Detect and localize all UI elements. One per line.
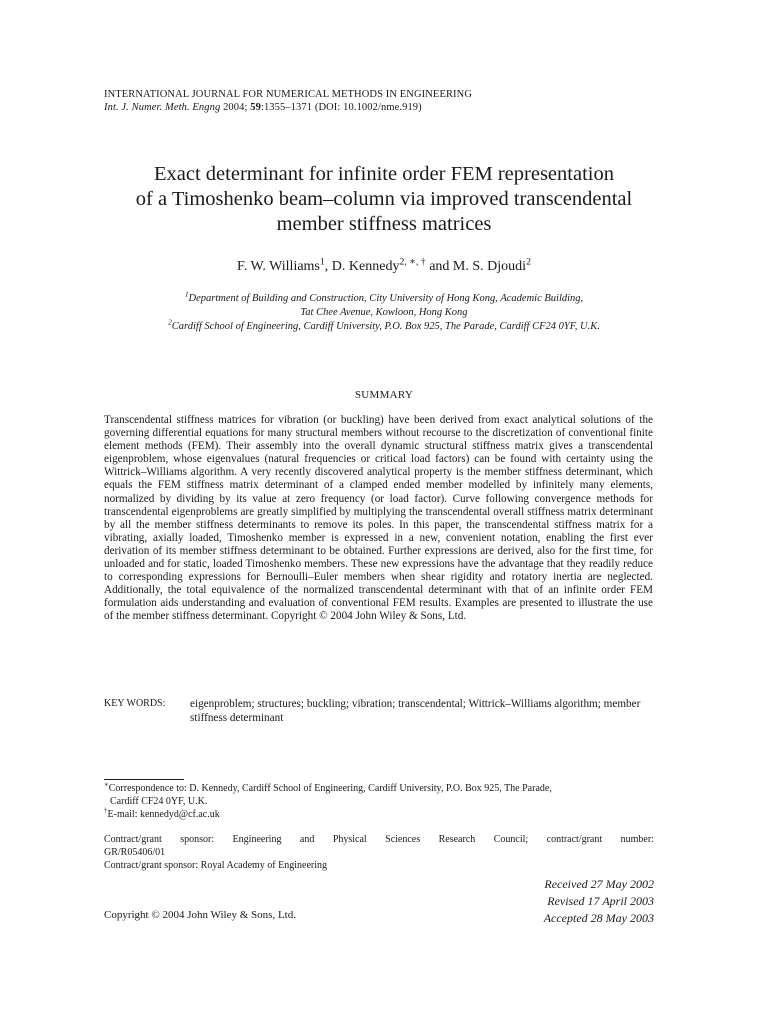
journal-citation <box>104 101 472 114</box>
grant-word: Contract/grant <box>104 834 162 845</box>
affiliation-1 <box>104 289 664 306</box>
grant-word: Research <box>438 834 476 845</box>
revised-date: Revised 17 April 2003 <box>547 894 654 908</box>
grant-info <box>104 833 654 872</box>
footnote-divider <box>104 779 184 780</box>
grant-word: Council; <box>493 834 529 845</box>
author-1-mark: 1 <box>319 256 325 268</box>
affiliation-1-line-1: Department of Building and Construction, City University of Hong Kong, Academic Building, <box>188 293 584 304</box>
title-line-2: of a Timoshenko beam–column via improved transcendental <box>135 188 633 210</box>
title-line-1: Exact determinant for infinite order FEM representation <box>154 163 614 185</box>
journal-header <box>104 88 472 114</box>
grant-word: Physical <box>332 834 367 845</box>
journal-year: 2004; <box>223 102 248 113</box>
affiliation-1-mark: 1 <box>184 289 189 299</box>
copyright-notice: Copyright © 2004 John Wiley & Sons, Ltd. <box>104 909 296 921</box>
received-date: Received 27 May 2002 <box>544 877 654 891</box>
accepted-date: Accepted 28 May 2003 <box>543 911 654 925</box>
abstract-text: Transcendental stiffness matrices for vibration (or buckling) have been derived from exact analytical solutions of the governing differential equations for many structural members without recourse to the discretization of conventional finite element methods (FEM). Their assembly into the overall dynamic structural stiffness matrix gives a transcendental eigenproblem, whose eigenvalues (natural frequencies or critical load factors) can be found with certainty using the Wittrick–Williams algorithm. A very recently discovered analytical property is the member stiffness determinant, which equals the FEM stiffness matrix determinant of a clamped ended member modelled by infinitely many elements, normalized by dividing by its value at zero frequency (or load factor). Curve following convergence methods for transcendental eigenproblems are greatly simplified by multiplying the transcendental overall stiffness matrix determinant by all the member stiffness determinants to remove its poles. In this paper, the transcendental stiffness matrix for a vibrating, axially loaded, Timoshenko member is expressed in a new, convenient notation, enabling the first ever derivation of its member stiffness determinant to be obtained. Further expressions are derived, also for the first time, for unloaded and for static, loaded Timoshenko members. These new expressions have the advantage that they readily reduce to corresponding expressions for Bernoulli–Euler members when shear rigidity and rotatory inertia are neglected. Additionally, the total equivalence of the normalized transcendental determinant with that of an infinite order FEM formulation aids understanding and evaluation of conventional FEM results. Examples are presented to illustrate the use of the member stiffness determinant. Copyright © 2004 John Wiley & Sons, Ltd. <box>104 414 653 623</box>
author-3-mark: 2 <box>526 256 531 268</box>
summary-heading: SUMMARY <box>354 389 414 401</box>
grant-word: contract/grant <box>546 834 603 845</box>
author-2-mark: 2, ∗, † <box>399 256 426 268</box>
keywords-text: eigenproblem; structures; buckling; vibration; transcendental; Wittrick–Williams algorithm; member stiffness determinant <box>190 698 641 724</box>
keywords <box>104 697 654 725</box>
email-mark: † <box>104 807 108 816</box>
grant-2: Contract/grant sponsor: Royal Academy of Engineering <box>104 860 328 871</box>
author-1: F. W. Williams <box>237 259 320 274</box>
correspondence-note <box>104 782 654 795</box>
author-list <box>104 256 664 275</box>
grant-word: Sciences <box>385 834 421 845</box>
publication-dates <box>454 876 654 927</box>
journal-name: INTERNATIONAL JOURNAL FOR NUMERICAL METHODS IN ENGINEERING <box>104 89 473 100</box>
journal-abbrev: Int. J. Numer. Meth. Engng <box>104 102 221 113</box>
grant-word: and <box>299 834 315 845</box>
grant-1-line-2: GR/R05406/01 <box>104 847 166 858</box>
grant-1-line-1 <box>104 833 654 846</box>
grant-word: Engineering <box>232 834 282 845</box>
footnotes <box>104 782 654 822</box>
email-note <box>104 808 654 821</box>
paper-title <box>104 162 664 237</box>
affiliation-2-mark: 2 <box>168 317 172 327</box>
title-line-3: member stiffness matrices <box>276 213 492 235</box>
email-address: E-mail: kennedyd@cf.ac.uk <box>107 809 220 821</box>
affiliation-2-line: Cardiff School of Engineering, Cardiff University, P.O. Box 925, The Parade, Cardiff CF24 0YF, U.K. <box>171 321 600 332</box>
correspondence-line-1: Correspondence to: D. Kennedy, Cardiff School of Engineering, Cardiff University, P.O. Box 925, The Parade, <box>108 783 552 794</box>
affiliation-1-line-2: Tat Chee Avenue, Kowloon, Hong Kong <box>300 307 468 318</box>
affiliations <box>104 289 664 334</box>
keywords-label: KEY WORDS: <box>104 698 166 709</box>
affiliation-2 <box>104 317 664 334</box>
correspondence-line-2: Cardiff CF24 0YF, U.K. <box>110 796 208 808</box>
grant-word: number: <box>620 834 654 845</box>
author-2: , D. Kennedy <box>324 259 400 274</box>
journal-pages: :1355–1371 <box>260 102 313 113</box>
journal-doi: (DOI: 10.1002/nme.919) <box>314 102 422 113</box>
grant-word: sponsor: <box>180 834 215 845</box>
journal-volume: 59 <box>250 102 261 113</box>
correspondence-mark: ∗ <box>104 780 109 789</box>
author-3: and M. S. Djoudi <box>425 259 527 274</box>
